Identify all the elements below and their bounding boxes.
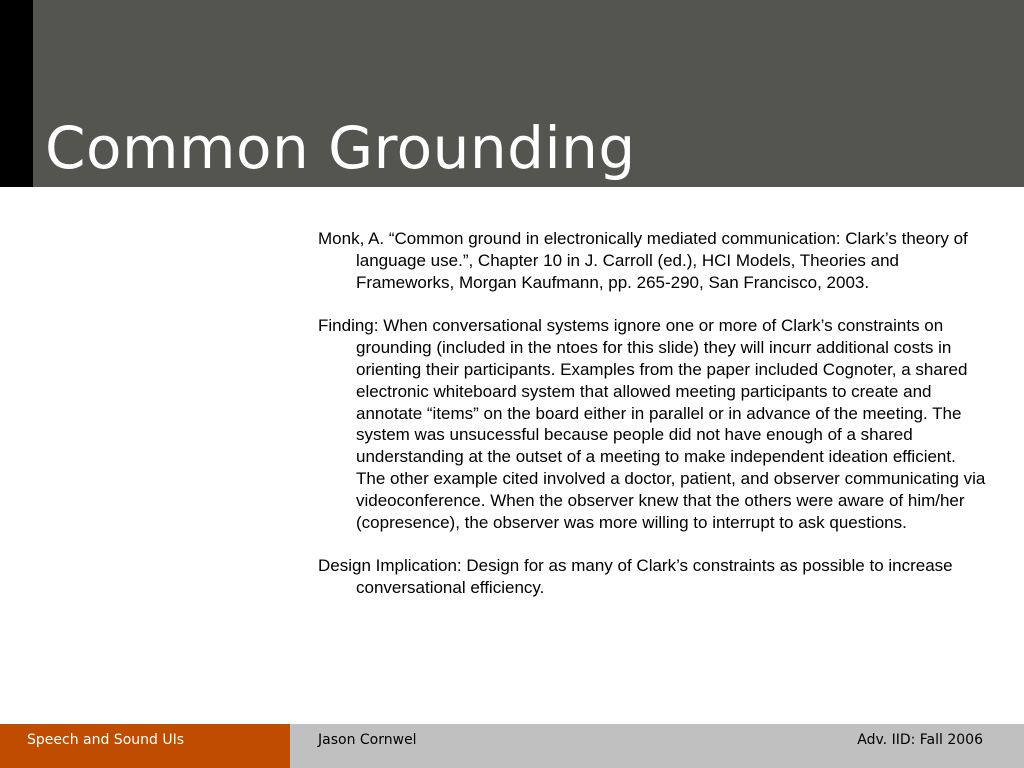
footer-author-label: Jason Cornwel [318,732,417,748]
header-accent-bar [0,0,33,187]
finding-paragraph: Finding: When conversational systems ignore one or more of Clark’s constraints on grounding (included in the ntoes for this slide) they will incurr additional costs in orienting their participants. Examples from the paper included Cognoter, a shared electronic whiteboard system that allowed meeting participants to create and annotate “items” on the board either in parallel or in advance of the meeting. The system was unsucessful because people did not have enough of a shared understanding at the outset of a meeting to make independent ideation efficient. The other example cited involved a doctor, patient, and observer communicating via videoconference. When the observer knew that the others were aware of him/her (copresence), the observer was more willing to interrupt to ask questions. [318,316,986,532]
footer-term-label: Adv. IID: Fall 2006 [857,732,983,748]
citation-paragraph: Monk, A. “Common ground in electronically mediated communication: Clark’s theory of language use.”, Chapter 10 in J. Carroll (ed.), HCI Models, Theories and Frameworks, Morgan Kaufmann, pp. 265-290, San Francisco, 2003. [318,229,968,292]
footer-course-block [0,724,290,768]
footer-bar [0,724,1024,768]
footer-course-label: Speech and Sound UIs [27,732,185,748]
design-implication-paragraph: Design Implication: Design for as many of Clark’s constraints as possible to increase conversational efficiency. [318,556,953,598]
slide-title: Common Grounding [45,114,636,182]
slide-body [318,228,988,621]
